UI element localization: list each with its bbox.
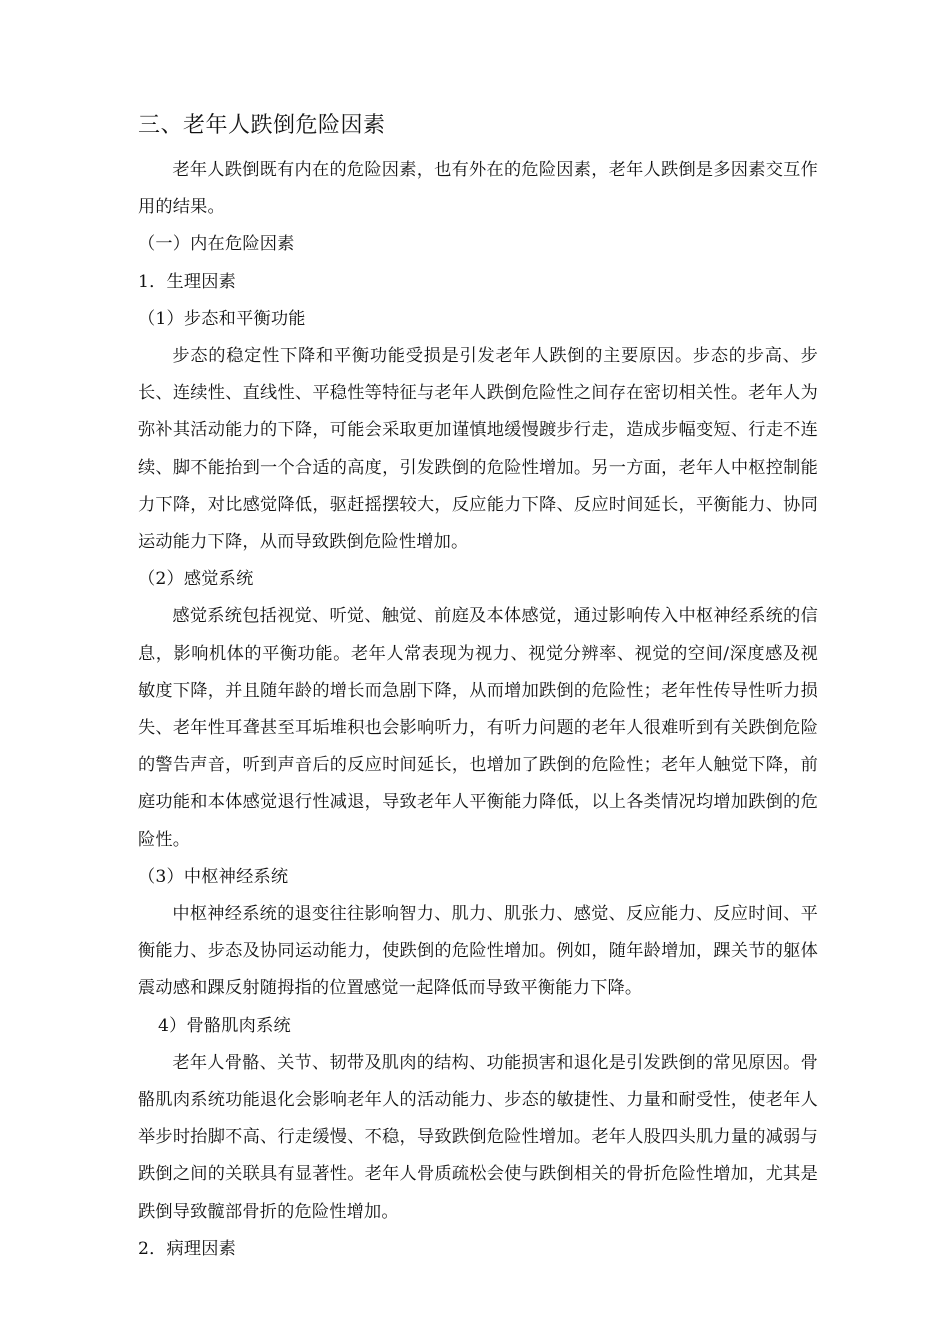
heading-physiological-factors: 1．生理因素	[138, 271, 237, 292]
heading-gait-balance: （1）步态和平衡功能	[138, 308, 306, 329]
sensory-system-paragraph: 感觉系统包括视觉、听觉、触觉、前庭及本体感觉，通过影响传入中枢神经系统的信息，影响机体的平衡功能。老年人常表现为视力、视觉分辨率、视觉的空间/深度感及视敏度下降，并且随年龄的增长而急剧下降，从而增加跌倒的危险性；老年性传导性听力损失、老年性耳聋甚至耳垢堆积也会影响听力，有听力问题的老年人很难听到有关跌倒危险的警告声音，听到声音后的反应时间延长，也增加了跌倒的危险性；老年人触觉下降，前庭功能和本体感觉退行性减退，导致老年人平衡能力降低，以上各类情况均增加跌倒的危险性。	[138, 606, 818, 850]
heading-central-nervous-system: （3）中枢神经系统	[138, 866, 289, 887]
gait-balance-paragraph: 步态的稳定性下降和平衡功能受损是引发老年人跌倒的主要原因。步态的步高、步长、连续性、直线性、平稳性等特征与老年人跌倒危险性之间存在密切相关性。老年人为弥补其活动能力的下降，可能会采取更加谨慎地缓慢踱步行走，造成步幅变短、行走不连续、脚不能抬到一个合适的高度，引发跌倒的危险性增加。另一方面，老年人中枢控制能力下降，对比感觉降低，驱赶摇摆较大，反应能力下降、反应时间延长，平衡能力、协同运动能力下降，从而导致跌倒危险性增加。	[138, 346, 818, 553]
section-title: 三、老年人跌倒危险因素	[138, 113, 386, 138]
heading-sensory-system: （2）感觉系统	[138, 569, 254, 590]
document-body	[138, 106, 818, 1268]
intro-paragraph: 老年人跌倒既有内在的危险因素，也有外在的危险因素，老年人跌倒是多因素交互作用的结果。	[138, 160, 818, 218]
central-nervous-system-paragraph: 中枢神经系统的退变往往影响智力、肌力、肌张力、感觉、反应能力、反应时间、平衡能力、步态及协同运动能力，使跌倒的危险性增加。例如，随年龄增加，踝关节的躯体震动感和踝反射随拇指的位置感觉一起降低而导致平衡能力下降。	[138, 904, 818, 999]
heading-pathological-factors: 2．病理因素	[138, 1238, 237, 1259]
heading-musculoskeletal-system: 4）骨骼肌肉系统	[158, 1015, 291, 1036]
heading-internal-factors: （一）内在危险因素	[138, 234, 295, 255]
musculoskeletal-paragraph: 老年人骨骼、关节、韧带及肌肉的结构、功能损害和退化是引发跌倒的常见原因。骨骼肌肉系统功能退化会影响老年人的活动能力、步态的敏捷性、力量和耐受性，使老年人举步时抬脚不高、行走缓慢、不稳，导致跌倒危险性增加。老年人股四头肌力量的减弱与跌倒之间的关联具有显著性。老年人骨质疏松会使与跌倒相关的骨折危险性增加，尤其是跌倒导致髋部骨折的危险性增加。	[138, 1052, 818, 1222]
